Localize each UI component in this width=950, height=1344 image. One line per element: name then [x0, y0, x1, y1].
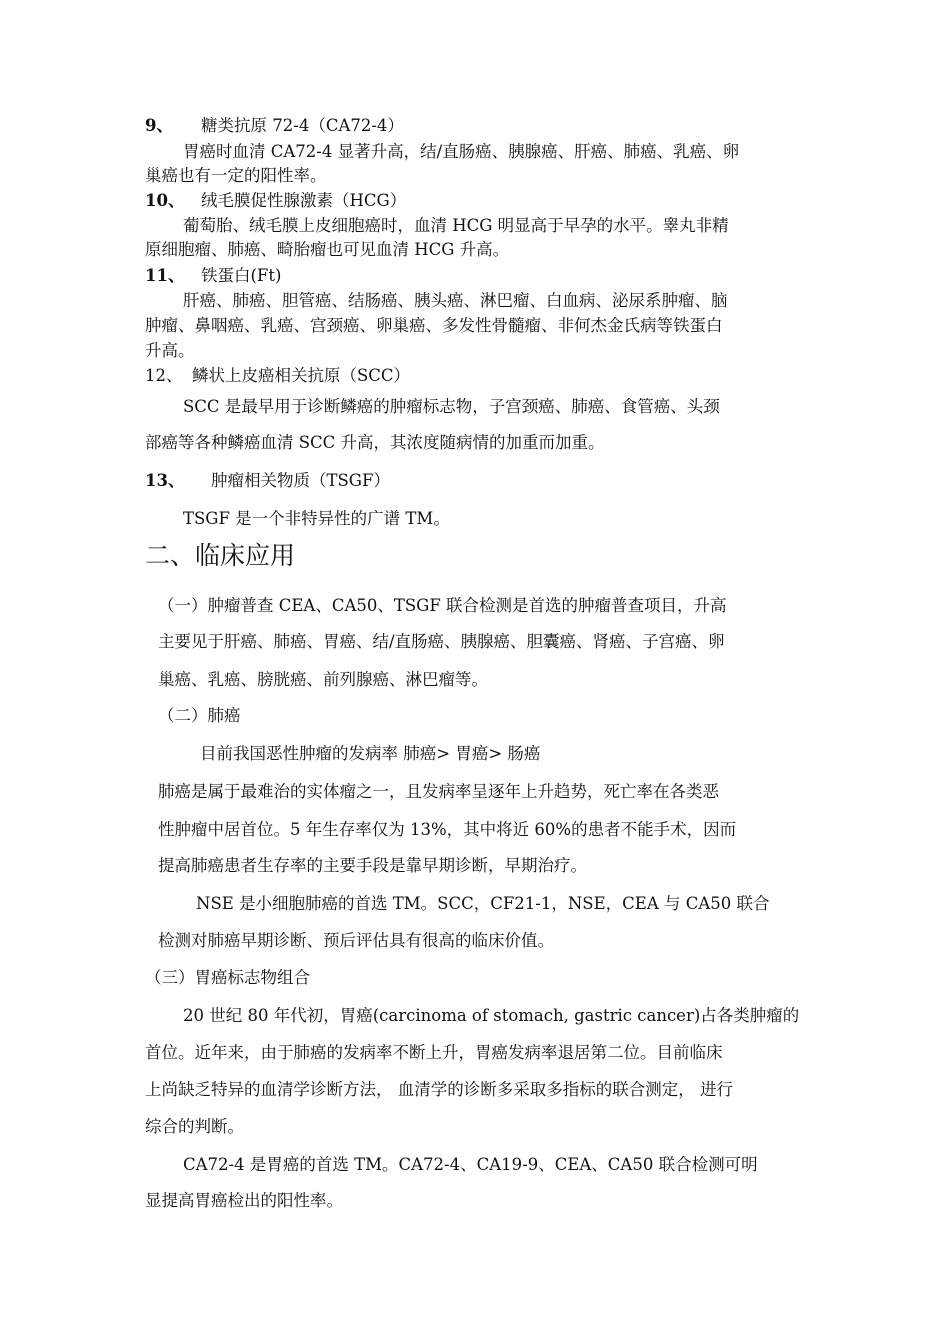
lung-cancer-paragraph-line: 性肿瘤中居首位。5 年生存率仅为 13%，其中将近 60%的患者不能手术，因而	[158, 820, 737, 839]
section-10-body-line: 原细胞瘤、肺癌、畸胎瘤也可见血清 HCG 升高。	[145, 240, 510, 259]
gastric-paragraph-line: 综合的判断。	[145, 1117, 244, 1136]
section-12-title: 鳞状上皮癌相关抗原（SCC）	[192, 366, 411, 385]
section-9-body-line: 胃癌时血清 CA72-4 显著升高，结/直肠癌、胰腺癌、肝癌、肺癌、乳癌、卵	[183, 142, 740, 161]
section-13-title: 肿瘤相关物质（TSGF）	[211, 471, 390, 490]
section-11-body-line: 升高。	[145, 341, 195, 360]
ca724-paragraph-line: 显提高胃癌检出的阳性率。	[145, 1191, 343, 1210]
screening-paragraph-line: （一）肿瘤普查 CEA、CA50、TSGF 联合检测是首选的肿瘤普查项目，升高	[158, 596, 727, 615]
section-13-body-line: TSGF 是一个非特异性的广谱 TM。	[183, 509, 450, 528]
section-13-number: 13、	[145, 471, 185, 490]
gastric-cancer-subheading: （三）胃癌标志物组合	[145, 968, 310, 987]
section-12-body-line: SCC 是最早用于诊断鳞癌的肿瘤标志物，子宫颈癌、肺癌、食管癌、头颈	[183, 397, 720, 416]
section-11-number: 11、	[145, 266, 185, 285]
section-10-title: 绒毛膜促性腺激素（HCG）	[201, 191, 407, 210]
screening-paragraph-line: 主要见于肝癌、肺癌、胃癌、结/直肠癌、胰腺癌、胆囊癌、肾癌、子宫癌、卵	[158, 632, 725, 651]
section-11-title: 铁蛋白(Ft)	[201, 266, 282, 285]
incidence-ranking: 目前我国恶性肿瘤的发病率 肺癌> 胃癌> 肠癌	[200, 744, 541, 763]
section-9-body-line: 巢癌也有一定的阳性率。	[145, 166, 327, 185]
gastric-paragraph-line: 20 世纪 80 年代初，胃癌(carcinoma of stomach, gastric cancer)占各类肿瘤的	[183, 1006, 800, 1025]
gastric-paragraph-line: 首位。近年来，由于肺癌的发病率不断上升，胃癌发病率退居第二位。目前临床	[145, 1043, 723, 1062]
lung-cancer-subheading: （二）肺癌	[158, 706, 241, 725]
section-10-body-line: 葡萄胎、绒毛膜上皮细胞癌时，血清 HCG 明显高于早孕的水平。睾丸非精	[183, 216, 729, 235]
nse-paragraph-line: 检测对肺癌早期诊断、预后评估具有很高的临床价值。	[158, 931, 554, 950]
section-10-number: 10、	[145, 191, 185, 210]
lung-cancer-paragraph-line: 提高肺癌患者生存率的主要手段是靠早期诊断，早期治疗。	[158, 856, 587, 875]
screening-paragraph-line: 巢癌、乳癌、膀胱癌、前列腺癌、淋巴瘤等。	[158, 670, 488, 689]
gastric-paragraph-line: 上尚缺乏特异的血清学诊断方法， 血清学的诊断多采取多指标的联合测定， 进行	[145, 1080, 733, 1099]
lung-cancer-paragraph-line: 肺癌是属于最难治的实体瘤之一，且发病率呈逐年上升趋势，死亡率在各类恶	[158, 782, 719, 801]
section-12-number: 12、	[145, 366, 183, 385]
section-9-number: 9、	[145, 116, 173, 135]
section-11-body-line: 肿瘤、鼻咽癌、乳癌、宫颈癌、卵巢癌、多发性骨髓瘤、非何杰金氏病等铁蛋白	[145, 316, 723, 335]
section-11-body-line: 肝癌、肺癌、胆管癌、结肠癌、胰头癌、淋巴瘤、白血病、泌尿系肿瘤、脑	[183, 291, 728, 310]
nse-paragraph-line: NSE 是小细胞肺癌的首选 TM。SCC，CF21-1，NSE，CEA 与 CA50 联合	[196, 894, 770, 913]
section-12-body-line: 部癌等各种鳞癌血清 SCC 升高，其浓度随病情的加重而加重。	[145, 433, 605, 452]
ca724-paragraph-line: CA72-4 是胃癌的首选 TM。CA72-4、CA19-9、CEA、CA50 联合检测可明	[183, 1155, 758, 1174]
section-9-title: 糖类抗原 72-4（CA72-4）	[201, 116, 404, 135]
section-heading: 二、临床应用	[145, 541, 296, 570]
